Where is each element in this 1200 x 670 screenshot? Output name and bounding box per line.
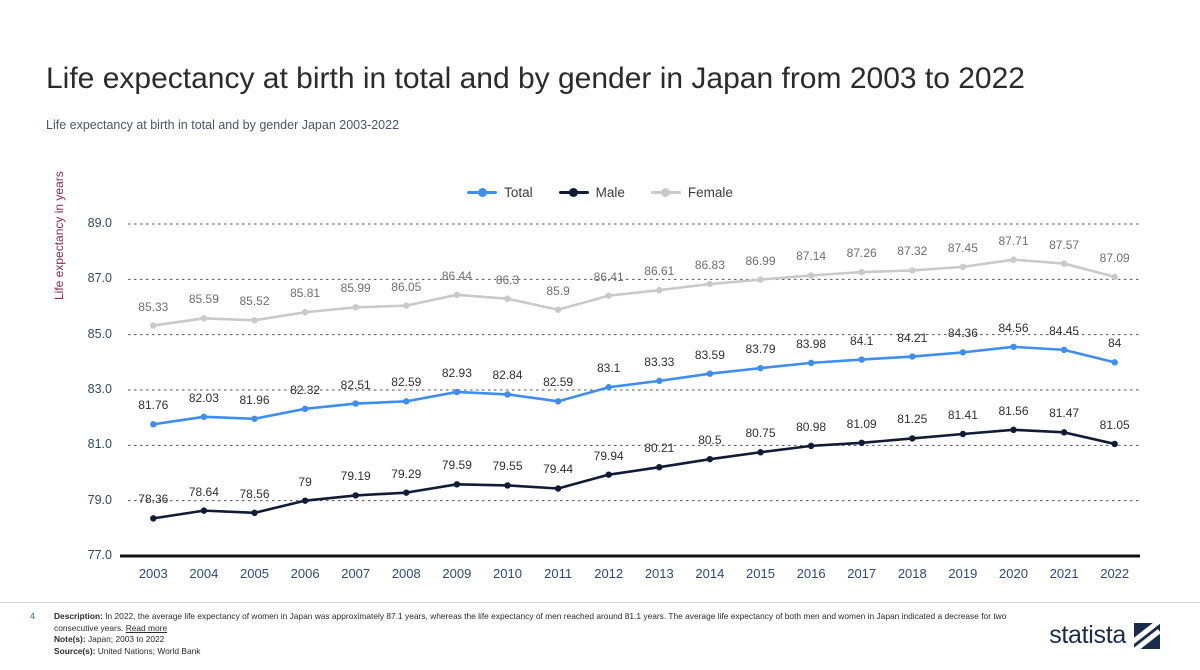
data-label-total: 82.32 [290, 382, 321, 397]
x-axis-tick: 2005 [240, 566, 269, 581]
x-axis-tick: 2014 [695, 566, 725, 581]
data-label-female: 87.71 [998, 233, 1029, 248]
x-axis-tick: 2022 [1100, 566, 1130, 581]
y-axis-tick: 83.0 [87, 382, 112, 396]
data-label-female: 87.32 [897, 244, 928, 259]
x-axis-tick: 2007 [341, 566, 371, 581]
data-label-male: 80.5 [698, 433, 722, 448]
data-label-total: 82.93 [441, 365, 472, 380]
data-label-total: 82.51 [340, 377, 371, 392]
x-axis-tick: 2010 [493, 566, 522, 581]
legend-item-female[interactable] [651, 185, 733, 200]
data-label-male: 78.64 [188, 484, 219, 499]
data-label-male: 78.36 [138, 492, 169, 507]
data-label-female: 86.61 [644, 264, 675, 279]
data-label-total: 84 [1108, 336, 1122, 351]
statista-mark-icon [1134, 623, 1160, 649]
data-label-male: 80.98 [796, 419, 827, 434]
x-axis-tick: 2016 [796, 566, 826, 581]
data-label-total: 84.21 [897, 330, 928, 345]
read-more-link[interactable]: Read more [125, 622, 168, 633]
legend-item-total[interactable] [467, 185, 533, 200]
data-label-female: 87.26 [846, 246, 877, 261]
data-label-male: 81.09 [846, 416, 877, 431]
x-axis-tick: 2009 [442, 566, 472, 581]
data-label-male: 81.56 [998, 403, 1029, 418]
statista-wordmark: statista [1049, 621, 1126, 649]
x-axis-tick: 2012 [594, 566, 624, 581]
data-label-male: 81.41 [947, 407, 978, 422]
legend-item-male[interactable] [559, 185, 625, 200]
data-label-total: 83.79 [745, 342, 776, 357]
data-label-female: 86.05 [391, 279, 422, 294]
legend-label-female: Female [687, 185, 733, 200]
footer-description: In 2022, the average life expectancy of women in Japan was approximately 87.1 years, whereas the life expectancy of men reached around 81.1 years. The average life expectancy of both men and women in Japan indicated a decrease for two consecutive years. [54, 611, 1007, 633]
data-label-male: 80.75 [745, 426, 776, 441]
data-label-total: 81.76 [138, 398, 169, 413]
data-label-total: 84.56 [998, 320, 1029, 335]
x-axis-tick: 2008 [391, 566, 421, 581]
footer-text [54, 611, 1014, 657]
y-axis-tick: 81.0 [87, 437, 112, 452]
footer-note: Japan; 2003 to 2022 [85, 634, 165, 644]
x-axis-tick: 2011 [544, 566, 573, 581]
data-label-female: 86.99 [745, 253, 776, 268]
x-axis-tick: 2013 [644, 566, 674, 581]
data-label-female: 86.83 [694, 258, 725, 273]
y-axis-tick: 85.0 [87, 326, 112, 341]
data-label-total: 83.1 [597, 361, 621, 376]
footer-note-label: Note(s): [54, 634, 86, 644]
data-label-female: 85.99 [340, 281, 371, 296]
data-label-female: 86.44 [441, 268, 472, 283]
data-label-total: 84.36 [947, 326, 978, 341]
legend-swatch-total [467, 191, 497, 194]
legend-swatch-male [559, 191, 589, 194]
legend-label-total: Total [504, 185, 533, 200]
y-axis-tick: 79.0 [87, 492, 112, 507]
x-axis-tick: 2019 [948, 566, 978, 581]
data-label-female: 85.9 [546, 283, 570, 298]
data-label-total: 83.33 [644, 354, 675, 369]
data-label-male: 79.55 [492, 459, 523, 474]
page-subtitle: Life expectancy at birth in total and by gender Japan 2003-2022 [46, 118, 400, 132]
footer-source: United Nations; World Bank [95, 645, 201, 656]
x-axis-tick: 2017 [847, 566, 877, 581]
page-title: Life expectancy at birth in total and by gender in Japan from 2003 to 2022 [46, 62, 1025, 95]
y-axis-tick: 77.0 [87, 548, 112, 562]
data-label-male: 79.94 [593, 448, 624, 463]
data-label-female: 87.57 [1049, 237, 1080, 252]
footer [0, 602, 1200, 670]
x-axis-tick: 2006 [290, 566, 320, 581]
data-label-female: 86.3 [495, 272, 520, 287]
y-axis-tick: 89.0 [87, 216, 112, 230]
data-label-male: 81.47 [1049, 406, 1080, 421]
data-label-total: 83.59 [694, 347, 725, 362]
data-label-total: 82.59 [391, 375, 422, 390]
data-label-total: 84.45 [1049, 323, 1080, 338]
page-number: 4 [30, 611, 36, 621]
data-label-male: 79.29 [391, 466, 422, 481]
data-label-female: 86.41 [593, 269, 624, 284]
data-label-total: 84.1 [850, 333, 874, 348]
data-label-female: 85.81 [290, 286, 321, 301]
x-axis-tick: 2018 [897, 566, 927, 581]
data-label-female: 87.09 [1099, 250, 1130, 265]
data-label-male: 78.56 [239, 486, 270, 501]
data-label-female: 85.52 [239, 294, 270, 309]
footer-description-label: Description: [54, 611, 103, 621]
chart-legend [0, 185, 1200, 200]
legend-label-male: Male [595, 185, 625, 200]
footer-note-line [54, 634, 1014, 646]
data-label-female: 85.33 [138, 299, 169, 314]
y-axis-label: Life expectancy in years [52, 171, 66, 300]
x-axis-tick: 2004 [189, 566, 219, 581]
footer-source-line [54, 646, 1014, 658]
footer-description-line [54, 611, 1014, 634]
data-label-total: 82.59 [543, 375, 574, 390]
data-label-total: 82.03 [188, 390, 219, 405]
footer-source-label: Source(s): [54, 645, 96, 656]
data-label-male: 81.05 [1099, 417, 1130, 432]
x-axis-tick: 2003 [138, 566, 168, 581]
data-label-female: 87.14 [796, 249, 827, 264]
data-label-total: 81.96 [239, 392, 270, 407]
data-label-male: 79.59 [441, 458, 472, 473]
data-label-female: 87.45 [947, 240, 978, 255]
legend-swatch-female [651, 191, 681, 194]
x-axis-tick: 2020 [999, 566, 1028, 581]
data-label-total: 82.84 [492, 368, 523, 383]
data-label-female: 85.59 [188, 292, 219, 307]
data-label-total: 83.98 [796, 336, 827, 351]
y-axis-tick: 87.0 [87, 271, 112, 286]
data-label-male: 79.19 [340, 469, 371, 484]
x-axis-tick: 2021 [1049, 566, 1079, 581]
x-axis-tick: 2015 [746, 566, 775, 581]
data-label-male: 80.21 [644, 441, 675, 456]
data-label-male: 81.25 [897, 412, 928, 427]
statista-logo [1049, 621, 1160, 650]
data-label-male: 79 [298, 474, 312, 489]
data-label-male: 79.44 [543, 462, 574, 477]
